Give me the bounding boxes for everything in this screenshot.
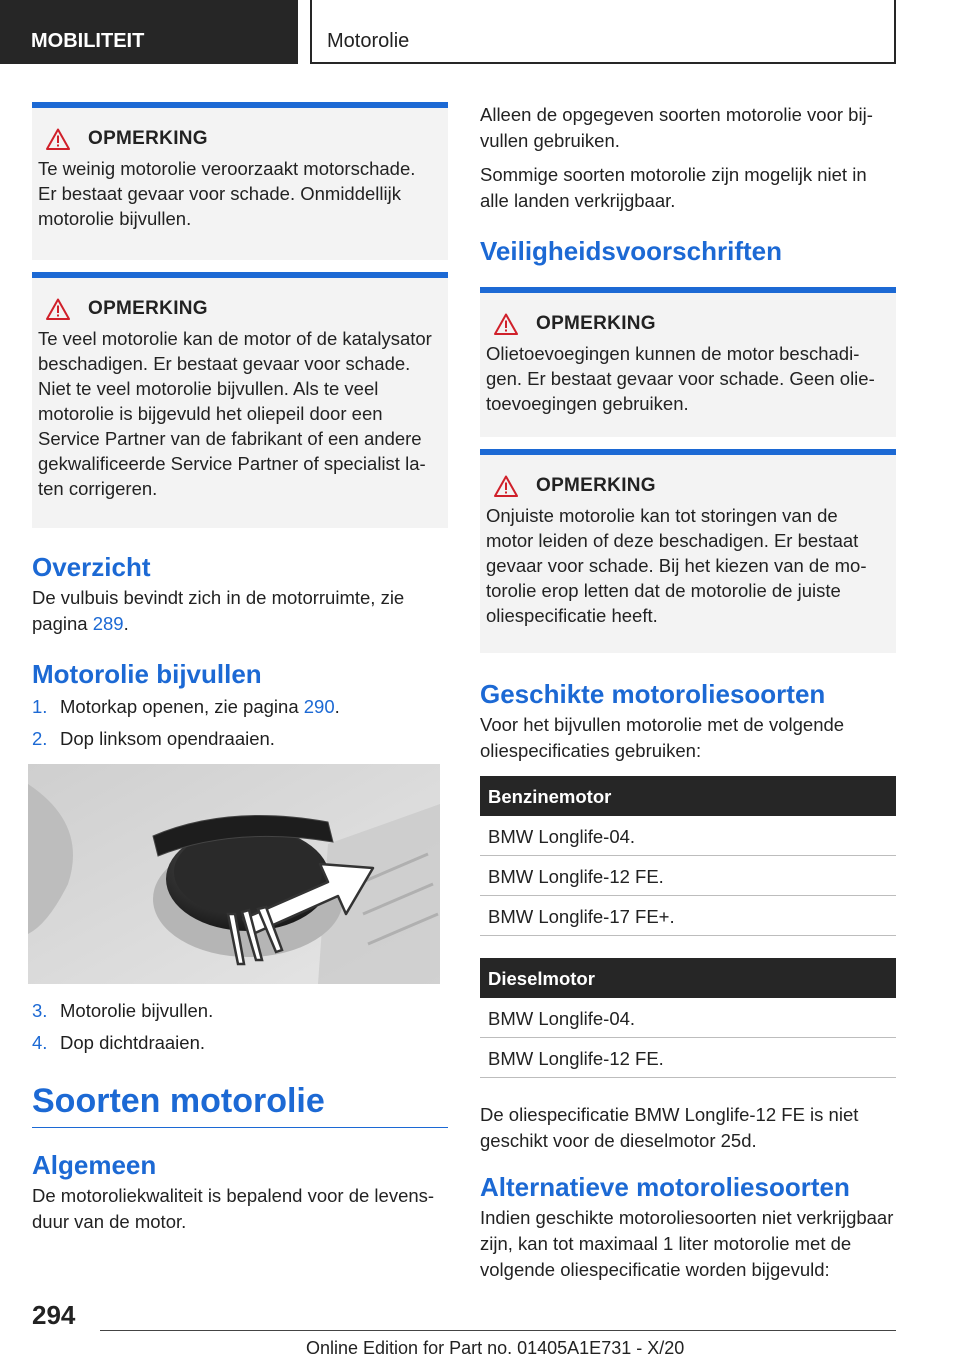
benzine-spec-table	[480, 776, 896, 936]
table-row: BMW Longlife-12 FE.	[480, 1038, 896, 1078]
section-heading: Geschikte motoroliesoorten	[480, 679, 826, 709]
step-list	[32, 998, 448, 1056]
footer-divider	[100, 1330, 896, 1331]
table-row: BMW Longlife-12 FE.	[480, 856, 896, 896]
chapter-tab: Motorolie	[310, 0, 896, 64]
note-title: OPMERKING	[88, 128, 208, 149]
oil-cap-drawing	[28, 764, 440, 984]
page-header	[0, 0, 960, 66]
section-heading: Veiligheidsvoorschriften	[480, 236, 782, 266]
section-tab: MOBILITEIT	[0, 0, 298, 64]
table-row: BMW Longlife-04.	[480, 998, 896, 1038]
right-column	[480, 102, 896, 1283]
warning-triangle-icon	[46, 128, 70, 150]
note-text: Olietoevoegingen kunnen de motor beschadigen. Er bestaat gevaar voor schade. Geen olietoevoegingen gebruiken.	[486, 343, 875, 414]
warning-note	[480, 287, 896, 437]
table-header: Benzinemotor	[480, 776, 896, 816]
section-heading: Overzicht	[32, 552, 151, 582]
table-header: Dieselmotor	[480, 958, 896, 998]
step-list	[32, 694, 448, 752]
warning-triangle-icon	[494, 313, 518, 335]
left-column	[32, 102, 448, 1235]
note-text: Te weinig motorolie veroorzaakt motorschade. Er bestaat gevaar voor schade. Onmiddellijk motorolie bijvullen.	[38, 158, 416, 229]
paragraph: De vulbuis bevindt zich in de motorruimte, zie pagina 289.	[32, 587, 405, 634]
warning-triangle-icon	[46, 298, 70, 320]
section-heading: Alternatieve motoroliesoorten	[480, 1172, 850, 1202]
page-link[interactable]: 290	[303, 696, 335, 717]
section-heading: Algemeen	[32, 1150, 157, 1180]
list-item: 4. Dop dichtdraaien.	[32, 1032, 206, 1053]
note-title: OPMERKING	[536, 475, 656, 496]
table-row: BMW Longlife-04.	[480, 816, 896, 856]
paragraph: Indien geschikte motoroliesoorten niet verkrijgbaar zijn, kan tot maximaal 1 liter motorolie met de volgende oliespecificatie worden bijgevuld:	[480, 1207, 894, 1280]
note-title: OPMERKING	[88, 298, 208, 319]
list-item: 2. Dop linksom opendraaien.	[32, 728, 275, 749]
page-link[interactable]: 289	[92, 613, 124, 634]
note-text: Onjuiste motorolie kan tot storingen van de motor leiden of deze beschadigen. Er bestaat gevaar voor schade. Bij het kiezen van de motorolie erop letten dat de motorolie de juiste oliespecificatie heeft.	[486, 505, 867, 626]
paragraph: De motoroliekwaliteit is bepalend voor de levensduur van de motor.	[32, 1185, 435, 1232]
note-title: OPMERKING	[536, 313, 656, 334]
paragraph: De oliespecificatie BMW Longlife-12 FE is niet geschikt voor de dieselmotor 25d.	[480, 1104, 859, 1151]
diesel-spec-table	[480, 958, 896, 1078]
chapter-heading: Soorten motorolie	[32, 1082, 448, 1128]
warning-note	[32, 102, 448, 260]
paragraph: Sommige soorten motorolie zijn mogelijk niet in alle landen verkrijgbaar.	[480, 164, 867, 211]
page-number: 294	[32, 1300, 76, 1330]
warning-note	[480, 449, 896, 653]
paragraph: Voor het bijvullen motorolie met de volgende oliespecificaties gebruiken:	[480, 714, 845, 761]
list-item: 3. Motorolie bijvullen.	[32, 1000, 214, 1021]
warning-note	[32, 272, 448, 528]
paragraph: Alleen de opgegeven soorten motorolie voor bijvullen gebruiken.	[480, 104, 873, 151]
warning-triangle-icon	[494, 475, 518, 497]
list-item: 1. Motorkap openen, zie pagina 290.	[32, 696, 340, 717]
oil-cap-illustration	[28, 764, 440, 984]
edition-note: Online Edition for Part no. 01405A1E731 - X/20	[306, 1338, 685, 1358]
section-heading: Motorolie bijvullen	[32, 659, 262, 689]
note-text: Te veel motorolie kan de motor of de katalysator beschadigen. Er bestaat gevaar voor schade. Niet te veel motorolie bijvullen. Als te veel motorolie is bijgevuld het oliepeil door een Service Partner van de fabrikant of een andere gekwalificeerde Service Partner of specialist laten corrigeren.	[38, 328, 432, 499]
table-row: BMW Longlife-17 FE+.	[480, 896, 896, 936]
